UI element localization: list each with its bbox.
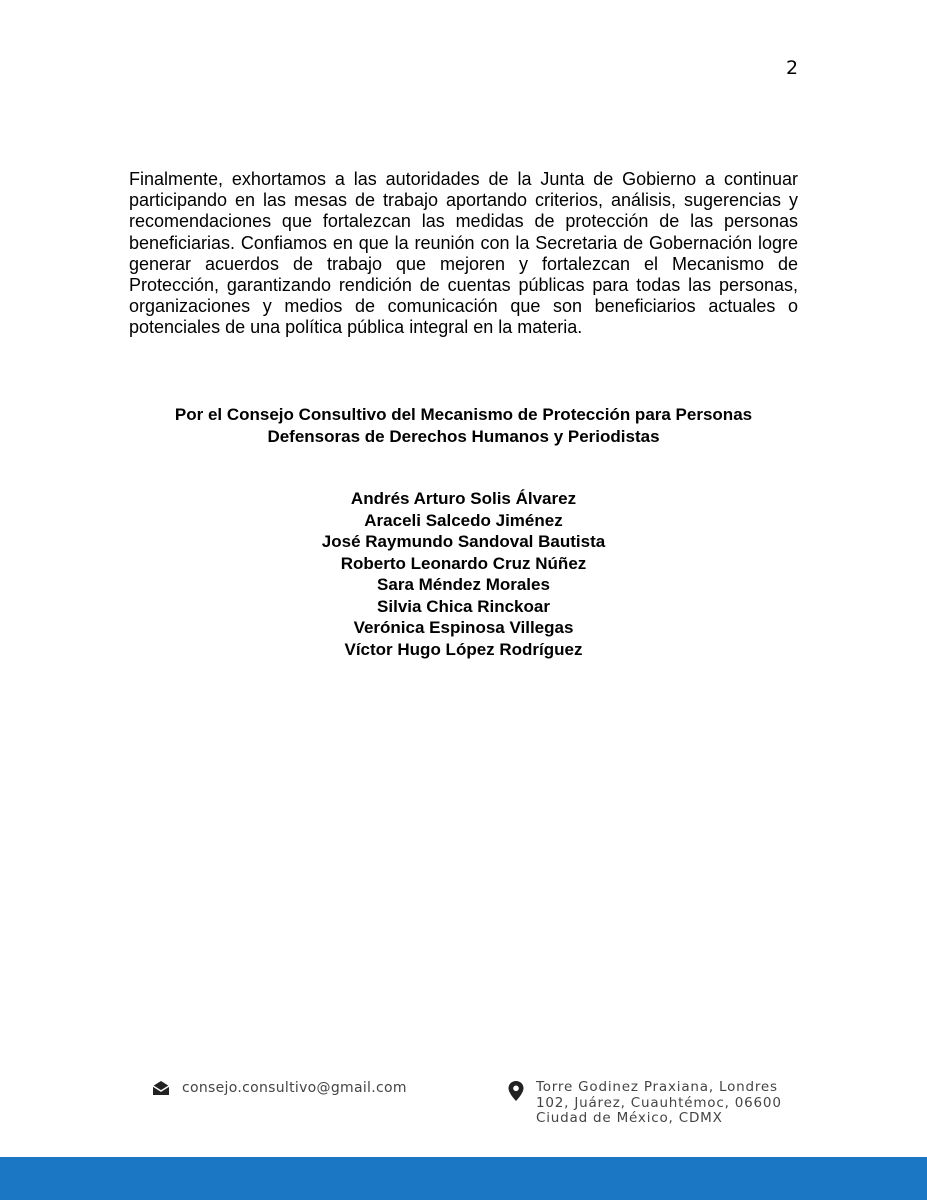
- map-pin-icon: [508, 1081, 524, 1101]
- footer-email: [152, 1080, 407, 1096]
- signatory-name: Silvia Chica Rinckoar: [377, 596, 550, 616]
- email-address: consejo.consultivo@gmail.com: [182, 1080, 407, 1096]
- body-paragraph: Finalmente, exhortamos a las autoridades de la Junta de Gobierno a continuar participando en las mesas de trabajo aportando criterios, análisis, sugerencias y recomendaciones que fortalezcan las medidas de protección de las personas beneficiarias. Confiamos en que la reunión con la Secretaria de Gobernación logre generar acuerdos de trabajo que mejoren y fortalezcan el Mecanismo de Protección, garantizando rendición de cuentas públicas para todas las personas, organizaciones y medios de comunicación que son beneficiarios actuales o potenciales de una política pública integral en la materia.: [129, 169, 798, 338]
- address-text: [536, 1080, 782, 1127]
- signature-organization: [129, 404, 798, 447]
- signatory-name: Andrés Arturo Solis Álvarez: [350, 489, 577, 508]
- envelope-icon: [152, 1080, 170, 1096]
- organization-line: Por el Consejo Consultivo del Mecanismo de Protección para Personas: [174, 405, 753, 424]
- signatory-name: Verónica Espinosa Villegas: [353, 618, 574, 637]
- address-line: Torre Godinez Praxiana, Londres: [536, 1079, 778, 1095]
- signatory-name: Sara Méndez Morales: [377, 575, 550, 594]
- footer-address: [508, 1080, 782, 1127]
- footer-bar: [0, 1157, 927, 1200]
- organization-line: Defensoras de Derechos Humanos y Periodistas: [267, 426, 660, 446]
- signatory-name: Víctor Hugo López Rodríguez: [344, 639, 583, 659]
- signatory-names: [129, 488, 798, 660]
- page-number: 2: [786, 57, 799, 79]
- signatory-name: Araceli Salcedo Jiménez: [364, 510, 563, 530]
- signature-block: [129, 404, 798, 660]
- address-line: 102, Juárez, Cuauhtémoc, 06600: [536, 1094, 782, 1111]
- address-line: Ciudad de México, CDMX: [536, 1110, 723, 1126]
- signatory-name: José Raymundo Sandoval Bautista: [321, 532, 606, 551]
- signatory-name: Roberto Leonardo Cruz Núñez: [340, 553, 587, 573]
